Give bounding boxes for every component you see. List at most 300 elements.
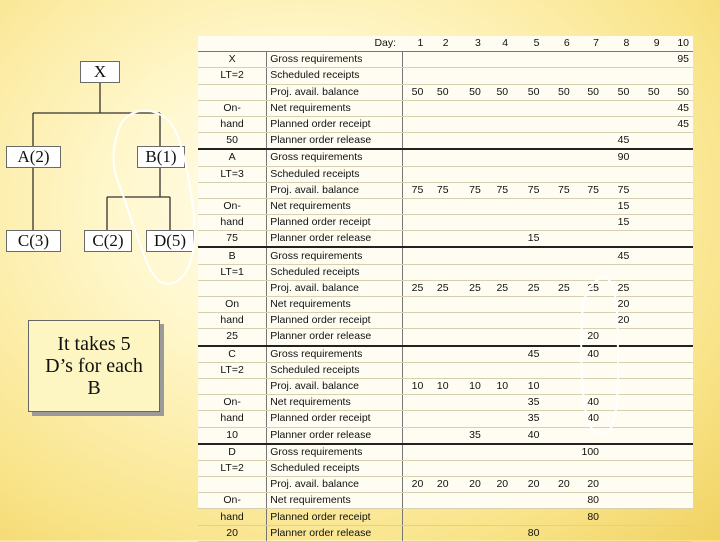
- row-label: Proj. avail. balance: [267, 280, 402, 296]
- day-value-cell: [485, 149, 512, 166]
- day-value-cell: [664, 362, 693, 378]
- row-label: Gross requirements: [267, 247, 402, 264]
- mrp-row: [198, 444, 693, 461]
- day-header: 8: [603, 36, 633, 52]
- day-value-cell: [543, 264, 573, 280]
- mrp-row: [198, 297, 693, 313]
- day-value-cell: [485, 264, 512, 280]
- mrp-row: [198, 100, 693, 116]
- item-info-cell: D: [198, 444, 267, 461]
- day-value-cell: 25: [485, 280, 512, 296]
- day-value-cell: [603, 378, 633, 394]
- row-label: Net requirements: [267, 100, 402, 116]
- day-value-cell: [427, 346, 452, 363]
- row-label: Planner order release: [267, 427, 402, 444]
- day-value-cell: [512, 493, 543, 509]
- row-label: Proj. avail. balance: [267, 477, 402, 493]
- day-value-cell: [633, 198, 663, 214]
- item-info-cell: hand: [198, 215, 267, 231]
- day-value-cell: [453, 346, 485, 363]
- annotation-loop-b-d: [114, 111, 195, 284]
- day-value-cell: 40: [512, 427, 543, 444]
- day-value-cell: [633, 247, 663, 264]
- day-value-cell: [543, 427, 573, 444]
- day-header: 1: [402, 36, 427, 52]
- mrp-row: [198, 509, 693, 525]
- day-value-cell: [543, 166, 573, 182]
- day-value-cell: [485, 444, 512, 461]
- day-value-cell: [664, 460, 693, 476]
- day-value-cell: [603, 166, 633, 182]
- day-value-cell: [402, 166, 427, 182]
- day-value-cell: [543, 378, 573, 394]
- day-value-cell: [603, 395, 633, 411]
- day-value-cell: [664, 149, 693, 166]
- day-value-cell: [512, 198, 543, 214]
- day-value-cell: [427, 215, 452, 231]
- day-value-cell: 10: [485, 378, 512, 394]
- day-value-cell: [543, 52, 573, 68]
- day-value-cell: [453, 493, 485, 509]
- day-value-cell: 35: [512, 395, 543, 411]
- row-label: Planned order receipt: [267, 215, 402, 231]
- day-value-cell: [543, 149, 573, 166]
- day-header: 2: [427, 36, 452, 52]
- day-value-cell: 75: [485, 182, 512, 198]
- row-label: Net requirements: [267, 198, 402, 214]
- day-value-cell: [633, 411, 663, 427]
- day-value-cell: [485, 52, 512, 68]
- item-info-cell: [198, 280, 267, 296]
- day-value-cell: 25: [512, 280, 543, 296]
- day-value-cell: 50: [633, 84, 663, 100]
- day-value-cell: [402, 149, 427, 166]
- row-label: Gross requirements: [267, 444, 402, 461]
- row-label: Proj. avail. balance: [267, 84, 402, 100]
- day-value-cell: [543, 411, 573, 427]
- day-value-cell: [427, 444, 452, 461]
- mrp-row: [198, 313, 693, 329]
- day-value-cell: [633, 362, 663, 378]
- day-value-cell: [633, 460, 663, 476]
- day-value-cell: 40: [574, 395, 603, 411]
- day-value-cell: 50: [453, 84, 485, 100]
- item-info-cell: [198, 477, 267, 493]
- mrp-row: [198, 264, 693, 280]
- mrp-row: [198, 362, 693, 378]
- day-value-cell: 50: [485, 84, 512, 100]
- row-label: Net requirements: [267, 493, 402, 509]
- day-value-cell: [427, 198, 452, 214]
- day-value-cell: [402, 493, 427, 509]
- day-value-cell: [485, 411, 512, 427]
- day-value-cell: [574, 427, 603, 444]
- day-value-cell: 35: [512, 411, 543, 427]
- day-label: Day:: [198, 36, 402, 52]
- day-value-cell: [664, 198, 693, 214]
- item-info-cell: On-: [198, 395, 267, 411]
- row-label: Planner order release: [267, 231, 402, 248]
- mrp-row: [198, 493, 693, 509]
- day-value-cell: [402, 100, 427, 116]
- day-value-cell: [603, 460, 633, 476]
- day-value-cell: [574, 231, 603, 248]
- day-value-cell: [633, 346, 663, 363]
- callout-line: D’s for each: [45, 355, 143, 377]
- day-value-cell: [427, 297, 452, 313]
- item-info-cell: hand: [198, 509, 267, 525]
- mrp-row: [198, 427, 693, 444]
- day-value-cell: [453, 231, 485, 248]
- day-value-cell: [512, 444, 543, 461]
- row-label: Planner order release: [267, 525, 402, 541]
- row-label: Planned order receipt: [267, 411, 402, 427]
- day-value-cell: [664, 280, 693, 296]
- day-value-cell: [633, 264, 663, 280]
- day-value-cell: [664, 231, 693, 248]
- day-value-cell: [427, 100, 452, 116]
- day-value-cell: [603, 509, 633, 525]
- mrp-row: [198, 149, 693, 166]
- day-value-cell: [664, 444, 693, 461]
- day-value-cell: [512, 247, 543, 264]
- row-label: Scheduled receipts: [267, 460, 402, 476]
- day-value-cell: [453, 329, 485, 346]
- day-value-cell: [485, 493, 512, 509]
- day-value-cell: [427, 525, 452, 541]
- tree-node-d: D(5): [146, 230, 194, 252]
- day-value-cell: 50: [427, 84, 452, 100]
- day-value-cell: [633, 182, 663, 198]
- day-value-cell: [485, 427, 512, 444]
- day-value-cell: [402, 297, 427, 313]
- day-value-cell: [512, 149, 543, 166]
- day-value-cell: [453, 166, 485, 182]
- mrp-row: [198, 280, 693, 296]
- day-value-cell: [543, 198, 573, 214]
- day-value-cell: [453, 264, 485, 280]
- day-value-cell: 20: [543, 477, 573, 493]
- item-info-cell: LT=2: [198, 460, 267, 476]
- day-value-cell: [574, 525, 603, 541]
- callout-line: It takes 5: [57, 333, 131, 355]
- day-value-cell: 15: [512, 231, 543, 248]
- day-value-cell: [543, 493, 573, 509]
- day-value-cell: [603, 411, 633, 427]
- day-value-cell: [664, 427, 693, 444]
- mrp-row: [198, 460, 693, 476]
- day-value-cell: [427, 411, 452, 427]
- day-value-cell: [485, 313, 512, 329]
- day-value-cell: 75: [603, 182, 633, 198]
- day-value-cell: 20: [603, 313, 633, 329]
- day-value-cell: [512, 100, 543, 116]
- day-value-cell: [664, 329, 693, 346]
- day-value-cell: [402, 444, 427, 461]
- day-value-cell: [543, 100, 573, 116]
- day-value-cell: [453, 460, 485, 476]
- day-value-cell: [402, 264, 427, 280]
- day-value-cell: [633, 68, 663, 84]
- day-value-cell: [485, 231, 512, 248]
- item-info-cell: B: [198, 247, 267, 264]
- item-info-cell: On-: [198, 100, 267, 116]
- day-value-cell: [603, 231, 633, 248]
- day-value-cell: 45: [664, 116, 693, 132]
- day-value-cell: [543, 362, 573, 378]
- row-label: Planned order receipt: [267, 116, 402, 132]
- item-info-cell: [198, 378, 267, 394]
- mrp-row: [198, 52, 693, 68]
- day-value-cell: [427, 329, 452, 346]
- day-value-cell: [402, 460, 427, 476]
- day-value-cell: 25: [453, 280, 485, 296]
- day-value-cell: [427, 264, 452, 280]
- day-value-cell: [603, 362, 633, 378]
- day-value-cell: [485, 198, 512, 214]
- day-value-cell: 25: [427, 280, 452, 296]
- day-value-cell: [603, 477, 633, 493]
- item-info-cell: C: [198, 346, 267, 363]
- day-value-cell: [633, 329, 663, 346]
- day-value-cell: [664, 378, 693, 394]
- day-value-cell: [402, 509, 427, 525]
- item-info-cell: LT=3: [198, 166, 267, 182]
- day-value-cell: 15: [603, 215, 633, 231]
- day-value-cell: [633, 297, 663, 313]
- day-value-cell: [603, 264, 633, 280]
- day-value-cell: [543, 346, 573, 363]
- day-value-cell: [453, 411, 485, 427]
- day-value-cell: [402, 395, 427, 411]
- day-value-cell: [543, 231, 573, 248]
- day-value-cell: [485, 247, 512, 264]
- item-info-cell: LT=2: [198, 68, 267, 84]
- mrp-row: [198, 84, 693, 100]
- day-value-cell: [543, 509, 573, 525]
- day-value-cell: [543, 460, 573, 476]
- day-value-cell: [453, 116, 485, 132]
- row-label: Planner order release: [267, 133, 402, 150]
- mrp-table-panel: [198, 36, 693, 539]
- day-value-cell: [402, 133, 427, 150]
- day-value-cell: [664, 68, 693, 84]
- item-info-cell: On: [198, 297, 267, 313]
- day-value-cell: [427, 427, 452, 444]
- day-value-cell: 50: [664, 84, 693, 100]
- mrp-row: [198, 198, 693, 214]
- item-info-cell: 25: [198, 329, 267, 346]
- day-value-cell: [543, 247, 573, 264]
- day-value-cell: 20: [512, 477, 543, 493]
- day-value-cell: 45: [603, 247, 633, 264]
- day-value-cell: [485, 215, 512, 231]
- row-label: Gross requirements: [267, 52, 402, 68]
- day-value-cell: [427, 509, 452, 525]
- day-value-cell: 10: [512, 378, 543, 394]
- day-value-cell: [453, 198, 485, 214]
- row-label: Gross requirements: [267, 149, 402, 166]
- row-label: Planned order receipt: [267, 509, 402, 525]
- day-value-cell: 10: [402, 378, 427, 394]
- day-value-cell: [512, 297, 543, 313]
- row-label: Proj. avail. balance: [267, 378, 402, 394]
- day-value-cell: [427, 52, 452, 68]
- item-info-cell: X: [198, 52, 267, 68]
- day-value-cell: [543, 116, 573, 132]
- day-value-cell: 50: [512, 84, 543, 100]
- day-value-cell: [633, 525, 663, 541]
- day-value-cell: [453, 133, 485, 150]
- day-value-cell: [603, 493, 633, 509]
- day-value-cell: [512, 509, 543, 525]
- day-value-cell: 75: [543, 182, 573, 198]
- day-value-cell: [574, 247, 603, 264]
- day-value-cell: [603, 427, 633, 444]
- day-value-cell: [574, 68, 603, 84]
- day-value-cell: [402, 231, 427, 248]
- day-value-cell: 25: [402, 280, 427, 296]
- day-value-cell: [485, 116, 512, 132]
- day-value-cell: 50: [574, 84, 603, 100]
- tree-node-c-under-a: C(3): [6, 230, 61, 252]
- mrp-row: [198, 215, 693, 231]
- day-value-cell: [603, 52, 633, 68]
- day-value-cell: [574, 378, 603, 394]
- day-value-cell: [427, 313, 452, 329]
- day-value-cell: 45: [603, 133, 633, 150]
- day-value-cell: 25: [543, 280, 573, 296]
- day-value-cell: [543, 525, 573, 541]
- day-value-cell: [664, 395, 693, 411]
- day-header: 7: [574, 36, 603, 52]
- day-value-cell: [402, 313, 427, 329]
- day-value-cell: [633, 149, 663, 166]
- day-value-cell: [402, 198, 427, 214]
- day-value-cell: [427, 460, 452, 476]
- item-info-cell: hand: [198, 313, 267, 329]
- row-label: Proj. avail. balance: [267, 182, 402, 198]
- day-value-cell: 40: [574, 346, 603, 363]
- day-value-cell: [574, 215, 603, 231]
- item-info-cell: [198, 182, 267, 198]
- mrp-row: [198, 247, 693, 264]
- day-value-cell: [427, 362, 452, 378]
- mrp-row: [198, 182, 693, 198]
- item-info-cell: LT=2: [198, 362, 267, 378]
- day-value-cell: [512, 264, 543, 280]
- day-value-cell: [402, 427, 427, 444]
- row-label: Scheduled receipts: [267, 264, 402, 280]
- day-value-cell: 25: [603, 280, 633, 296]
- day-value-cell: [633, 395, 663, 411]
- day-value-cell: [543, 133, 573, 150]
- day-value-cell: [574, 52, 603, 68]
- day-value-cell: [453, 149, 485, 166]
- row-label: Net requirements: [267, 297, 402, 313]
- day-value-cell: [664, 525, 693, 541]
- day-value-cell: 80: [574, 509, 603, 525]
- row-label: Scheduled receipts: [267, 166, 402, 182]
- day-value-cell: 75: [574, 182, 603, 198]
- day-value-cell: [574, 116, 603, 132]
- day-value-cell: [574, 133, 603, 150]
- day-value-cell: 20: [402, 477, 427, 493]
- row-label: Scheduled receipts: [267, 362, 402, 378]
- day-value-cell: [485, 133, 512, 150]
- day-value-cell: [512, 166, 543, 182]
- mrp-row: [198, 68, 693, 84]
- day-value-cell: [512, 329, 543, 346]
- day-value-cell: [427, 166, 452, 182]
- day-value-cell: [427, 493, 452, 509]
- day-value-cell: [427, 395, 452, 411]
- tree-node-c-under-b: C(2): [84, 230, 132, 252]
- day-value-cell: 50: [543, 84, 573, 100]
- day-value-cell: 20: [485, 477, 512, 493]
- item-info-cell: 10: [198, 427, 267, 444]
- day-value-cell: [664, 493, 693, 509]
- day-value-cell: [485, 525, 512, 541]
- day-value-cell: [453, 444, 485, 461]
- day-value-cell: 75: [453, 182, 485, 198]
- day-value-cell: [402, 346, 427, 363]
- day-value-cell: [574, 313, 603, 329]
- day-value-cell: 40: [574, 411, 603, 427]
- day-value-cell: [633, 133, 663, 150]
- item-info-cell: LT=1: [198, 264, 267, 280]
- day-value-cell: [633, 493, 663, 509]
- day-value-cell: 50: [603, 84, 633, 100]
- day-value-cell: 25: [574, 280, 603, 296]
- day-value-cell: [402, 215, 427, 231]
- item-info-cell: 50: [198, 133, 267, 150]
- item-info-cell: 20: [198, 525, 267, 541]
- day-value-cell: [485, 460, 512, 476]
- day-value-cell: [603, 525, 633, 541]
- day-value-cell: [603, 116, 633, 132]
- day-value-cell: 20: [574, 477, 603, 493]
- day-value-cell: [512, 52, 543, 68]
- mrp-row: [198, 329, 693, 346]
- day-value-cell: [402, 362, 427, 378]
- day-value-cell: [633, 444, 663, 461]
- day-value-cell: [453, 52, 485, 68]
- day-value-cell: [633, 477, 663, 493]
- mrp-row: [198, 166, 693, 182]
- item-info-cell: A: [198, 149, 267, 166]
- day-value-cell: 50: [402, 84, 427, 100]
- mrp-row: [198, 525, 693, 541]
- tree-node-a: A(2): [6, 146, 61, 168]
- day-value-cell: [402, 116, 427, 132]
- day-value-cell: [664, 182, 693, 198]
- row-label: Planned order receipt: [267, 313, 402, 329]
- day-value-cell: [402, 525, 427, 541]
- day-value-cell: [512, 68, 543, 84]
- day-value-cell: [427, 116, 452, 132]
- day-value-cell: [427, 149, 452, 166]
- day-header: 5: [512, 36, 543, 52]
- day-value-cell: 75: [402, 182, 427, 198]
- day-value-cell: [453, 395, 485, 411]
- day-value-cell: 75: [427, 182, 452, 198]
- day-value-cell: [512, 116, 543, 132]
- mrp-row: [198, 133, 693, 150]
- day-value-cell: [402, 52, 427, 68]
- day-value-cell: [453, 100, 485, 116]
- day-value-cell: 10: [427, 378, 452, 394]
